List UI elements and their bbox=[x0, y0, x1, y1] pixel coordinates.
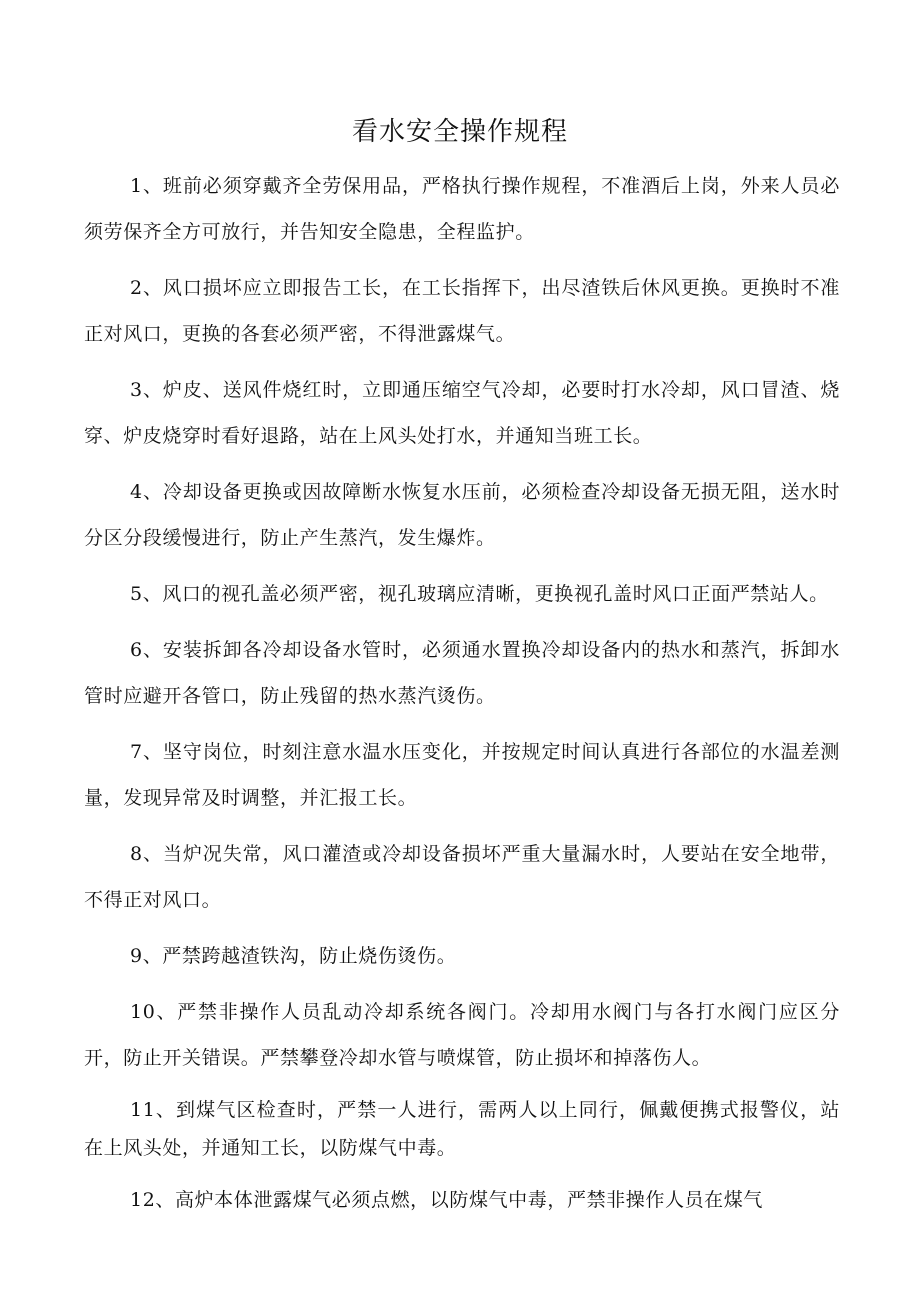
paragraph-9: 9、严禁跨越渣铁沟，防止烧伤烫伤。 bbox=[130, 945, 457, 967]
paragraph-5: 5、风口的视孔盖必须严密，视孔玻璃应清晰，更换视孔盖时风口正面严禁站人。 bbox=[130, 583, 829, 605]
paragraph-10: 10、严禁非操作人员乱动冷却系统各阀门。冷却用水阀门与各打水阀门应区分开，防止开关错误。严禁攀登冷却水管与喷煤管，防止损坏和掉落伤人。 bbox=[84, 1001, 840, 1069]
paragraph-7: 7、坚守岗位，时刻注意水温水压变化，并按规定时间认真进行各部位的水温差测量，发现异常及时调整，并汇报工长。 bbox=[84, 741, 840, 809]
paragraph-12: 12、高炉本体泄露煤气必须点燃，以防煤气中毒，严禁非操作人员在煤气 bbox=[130, 1189, 763, 1211]
paragraph-1: 1、班前必须穿戴齐全劳保用品，严格执行操作规程，不准酒后上岗，外来人员必须劳保齐全方可放行，并告知安全隐患，全程监护。 bbox=[84, 175, 840, 243]
paragraph-3: 3、炉皮、送风件烧红时，立即通压缩空气冷却，必要时打水冷却，风口冒渣、烧穿、炉皮烧穿时看好退路，站在上风头处打水，并通知当班工长。 bbox=[84, 379, 840, 447]
document-title: 看水安全操作规程 bbox=[351, 117, 568, 147]
paragraph-8: 8、当炉况失常，风口灌渣或冷却设备损坏严重大量漏水时，人要站在安全地带，不得正对风口。 bbox=[84, 843, 840, 911]
paragraph-11: 11、到煤气区检查时，严禁一人进行，需两人以上同行，佩戴便携式报警仪，站在上风头处，并通知工长，以防煤气中毒。 bbox=[84, 1099, 840, 1159]
paragraph-4: 4、冷却设备更换或因故障断水恢复水压前，必须检查冷却设备无损无阻，送水时分区分段缓慢进行，防止产生蒸汽，发生爆炸。 bbox=[84, 481, 840, 549]
document-body bbox=[84, 163, 840, 1233]
paragraph-2: 2、风口损坏应立即报告工长，在工长指挥下，出尽渣铁后休风更换。更换时不准正对风口，更换的各套必须严密，不得泄露煤气。 bbox=[84, 277, 840, 345]
paragraph-6: 6、安装拆卸各冷却设备水管时，必须通水置换冷却设备内的热水和蒸汽，拆卸水管时应避开各管口，防止残留的热水蒸汽烫伤。 bbox=[84, 639, 840, 707]
